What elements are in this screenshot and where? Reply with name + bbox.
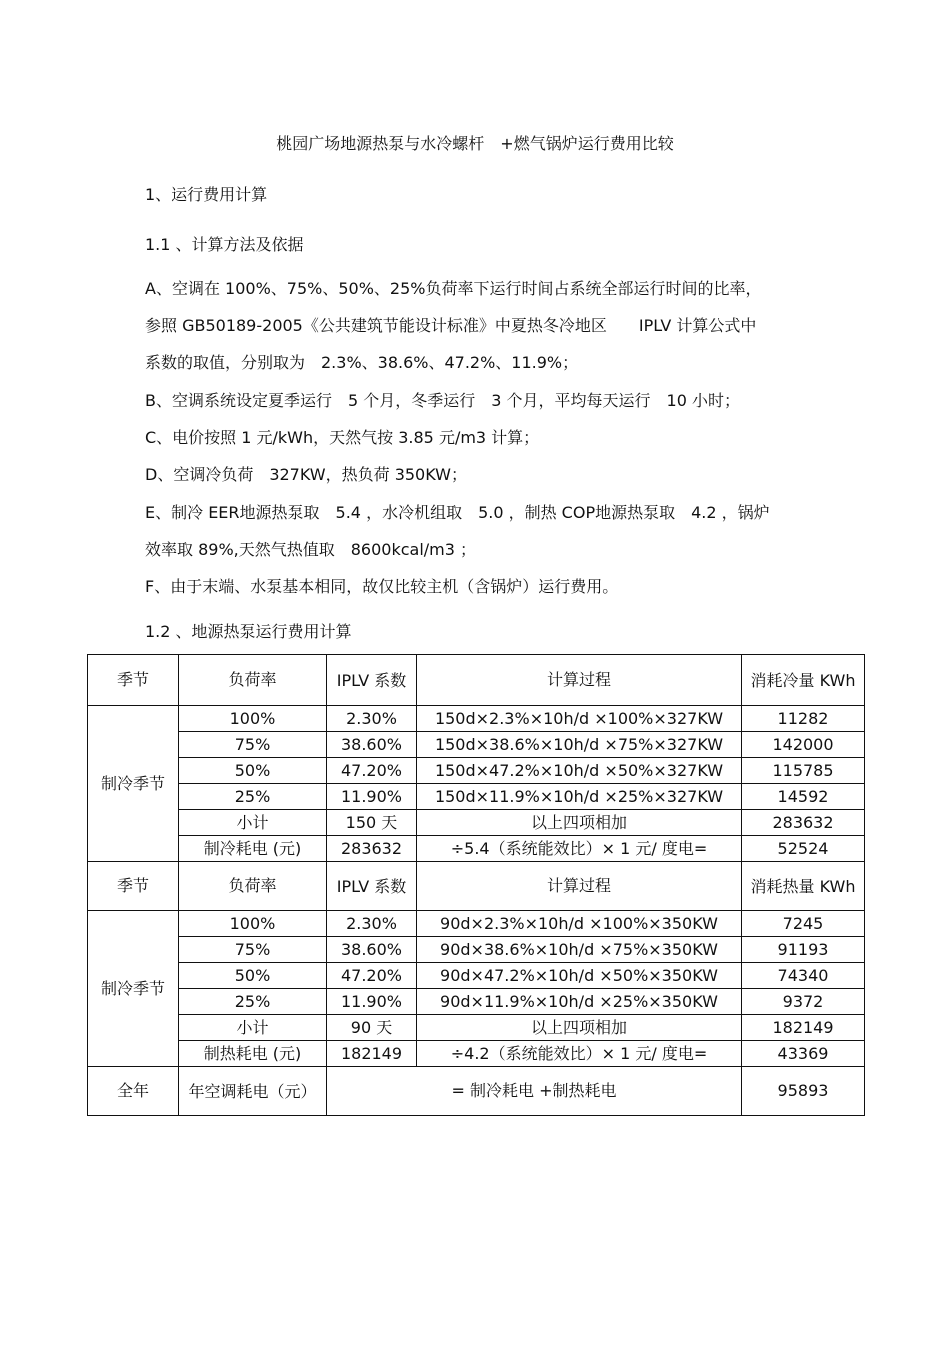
basis-a-line-1: A、空调在 100%、75%、50%、25%负荷率下运行时间占系统全部运行时间的比率， [145, 279, 762, 298]
annual-value-cell: 95893 [742, 1067, 865, 1116]
process-cell: 90d×2.3%×10h/d ×100%×350KW [417, 911, 742, 937]
load-rate-cell: 100% [179, 706, 327, 732]
process-cell: 150d×47.2%×10h/d ×50%×327KW [417, 758, 742, 784]
table-row [88, 963, 865, 989]
iplv-cell: 2.30% [327, 706, 417, 732]
iplv-cell: 47.20% [327, 758, 417, 784]
header-iplv: IPLV 系数 [327, 862, 417, 911]
days-cell: 150 天 [327, 810, 417, 836]
process-cell: 以上四项相加 [417, 810, 742, 836]
consumption-cell: 14592 [742, 784, 865, 810]
process-cell: 150d×11.9%×10h/d ×25%×327KW [417, 784, 742, 810]
load-rate-cell: 50% [179, 758, 327, 784]
iplv-cell: 11.90% [327, 784, 417, 810]
header-process: 计算过程 [417, 862, 742, 911]
process-cell: ÷4.2（系统能效比）× 1 元/ 度电= [417, 1041, 742, 1067]
process-cell: 150d×38.6%×10h/d ×75%×327KW [417, 732, 742, 758]
table-row [88, 732, 865, 758]
cooling-subtotal-row [88, 810, 865, 836]
days-cell: 90 天 [327, 1015, 417, 1041]
consumption-cell: 91193 [742, 937, 865, 963]
basis-d: D、空调冷负荷 327KW，热负荷 350KW； [145, 465, 467, 484]
consumption-cell: 7245 [742, 911, 865, 937]
cooling-header-row [88, 655, 865, 706]
season-heating-cell: 制冷季节 [88, 911, 179, 1067]
process-cell: 90d×47.2%×10h/d ×50%×350KW [417, 963, 742, 989]
section-1-2-heading: 1.2 、地源热泵运行费用计算 [145, 622, 352, 641]
process-cell: ÷5.4（系统能效比）× 1 元/ 度电= [417, 836, 742, 862]
section-1-1-heading: 1.1 、计算方法及依据 [145, 235, 304, 254]
consumption-cell: 11282 [742, 706, 865, 732]
basis-b: B、空调系统设定夏季运行 5 个月，冬季运行 3 个月，平均每天运行 10 小时； [145, 391, 740, 410]
header-load-rate: 负荷率 [179, 655, 327, 706]
operating-cost-table [87, 654, 865, 1116]
header-process: 计算过程 [417, 655, 742, 706]
process-cell: 150d×2.3%×10h/d ×100%×327KW [417, 706, 742, 732]
consumption-cell: 74340 [742, 963, 865, 989]
table-row [88, 706, 865, 732]
table-row [88, 989, 865, 1015]
cooling-power-cost-row [88, 836, 865, 862]
iplv-cell: 2.30% [327, 911, 417, 937]
consumption-cell: 182149 [742, 1015, 865, 1041]
process-cell: 以上四项相加 [417, 1015, 742, 1041]
heating-power-cost-row [88, 1041, 865, 1067]
process-cell: 90d×38.6%×10h/d ×75%×350KW [417, 937, 742, 963]
document-title: 桃园广场地源热泵与水冷螺杆 +燃气锅炉运行费用比较 [276, 134, 674, 153]
consumption-cell: 142000 [742, 732, 865, 758]
table-row [88, 911, 865, 937]
basis-c: C、电价按照 1 元/kWh，天然气按 3.85 元/m3 计算； [145, 428, 540, 447]
iplv-cell: 47.20% [327, 963, 417, 989]
table-row [88, 758, 865, 784]
load-rate-cell: 75% [179, 732, 327, 758]
cost-cell: 52524 [742, 836, 865, 862]
load-rate-cell: 25% [179, 784, 327, 810]
section-1-heading: 1、运行费用计算 [145, 185, 268, 204]
cost-cell: 43369 [742, 1041, 865, 1067]
annual-season-cell: 全年 [88, 1067, 179, 1116]
load-rate-cell: 75% [179, 937, 327, 963]
load-rate-cell: 100% [179, 911, 327, 937]
basis-e-line-2: 效率取 89%,天然气热值取 8600kcal/m3 ； [145, 540, 477, 559]
header-iplv: IPLV 系数 [327, 655, 417, 706]
header-load-rate: 负荷率 [179, 862, 327, 911]
subtotal-label-cell: 小计 [179, 1015, 327, 1041]
season-cooling-cell: 制冷季节 [88, 706, 179, 862]
table-row [88, 784, 865, 810]
power-cost-label-cell: 制热耗电 (元) [179, 1041, 327, 1067]
header-season: 季节 [88, 655, 179, 706]
iplv-cell: 38.60% [327, 732, 417, 758]
basis-f: F、由于末端、水泵基本相同，故仅比较主机（含锅炉）运行费用。 [145, 577, 619, 596]
annual-label-cell: 年空调耗电（元） [179, 1067, 327, 1116]
subtotal-label-cell: 小计 [179, 810, 327, 836]
iplv-cell: 11.90% [327, 989, 417, 1015]
heating-subtotal-row [88, 1015, 865, 1041]
header-heating-consumption: 消耗热量 KWh [742, 862, 865, 911]
iplv-cell: 38.60% [327, 937, 417, 963]
header-season: 季节 [88, 862, 179, 911]
consumption-cell: 283632 [742, 810, 865, 836]
load-rate-cell: 25% [179, 989, 327, 1015]
energy-cell: 182149 [327, 1041, 417, 1067]
basis-a-line-3: 系数的取值，分别取为 2.3%、38.6%、47.2%、11.9%； [145, 353, 579, 372]
header-cooling-consumption: 消耗冷量 KWh [742, 655, 865, 706]
basis-a-line-2: 参照 GB50189-2005《公共建筑节能设计标准》中夏热冬冷地区 IPLV 计算公式中 [145, 316, 757, 335]
consumption-cell: 115785 [742, 758, 865, 784]
power-cost-label-cell: 制冷耗电 (元) [179, 836, 327, 862]
annual-total-row [88, 1067, 865, 1116]
heating-header-row [88, 862, 865, 911]
consumption-cell: 9372 [742, 989, 865, 1015]
table-row [88, 937, 865, 963]
load-rate-cell: 50% [179, 963, 327, 989]
annual-formula-cell: = 制冷耗电 +制热耗电 [327, 1067, 742, 1116]
basis-e-line-1: E、制冷 EER地源热泵取 5.4 ，水冷机组取 5.0 ，制热 COP地源热泵取 4.2 ，锅炉 [145, 503, 770, 522]
energy-cell: 283632 [327, 836, 417, 862]
process-cell: 90d×11.9%×10h/d ×25%×350KW [417, 989, 742, 1015]
